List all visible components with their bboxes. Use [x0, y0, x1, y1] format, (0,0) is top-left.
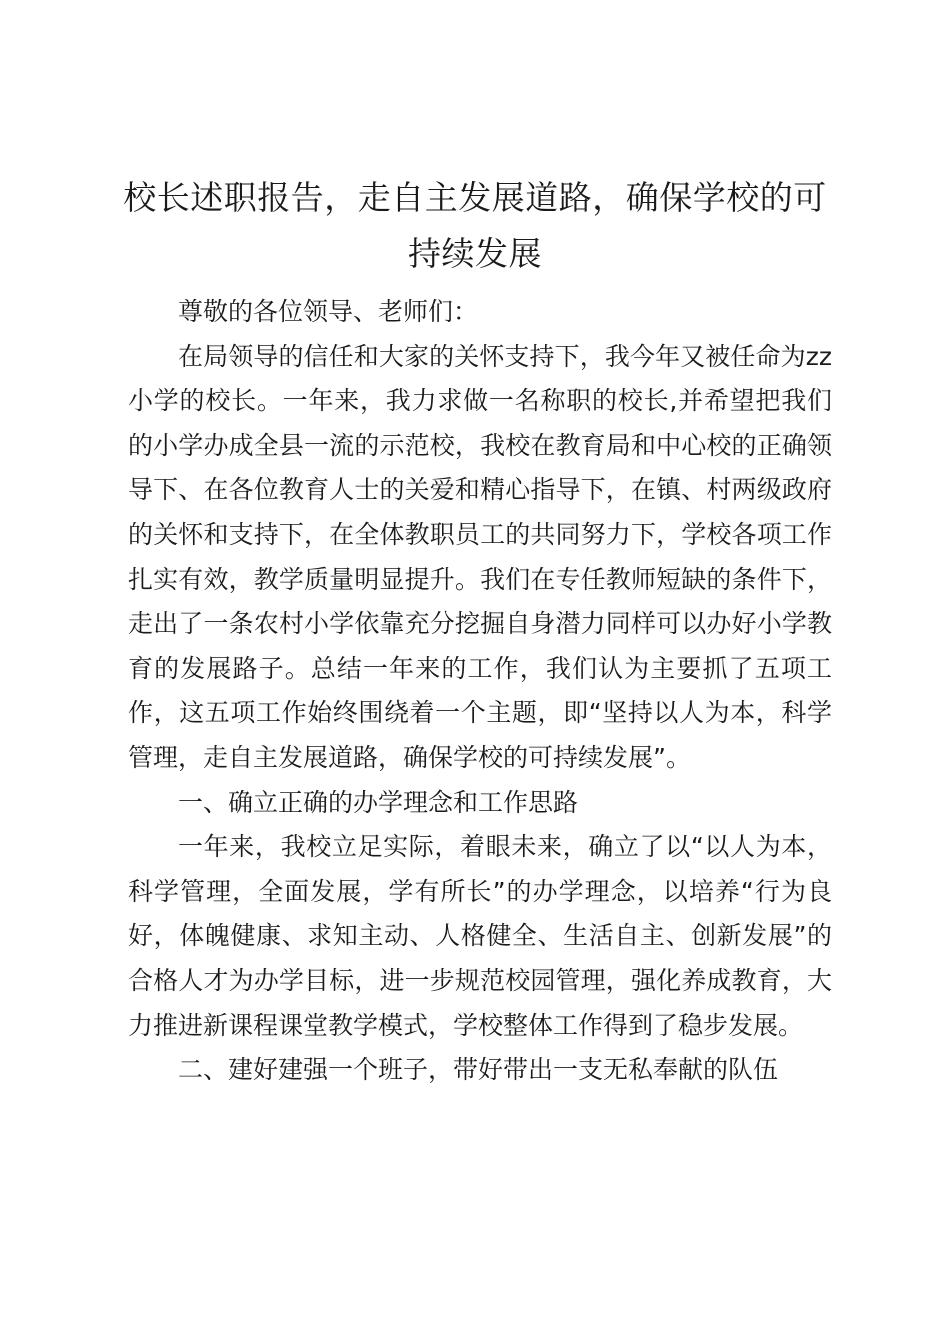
section-heading: 一、确立正确的办学理念和工作思路: [178, 787, 579, 817]
document-title: 校长述职报告，走自主发展道路，确保学校的可持续发展: [123, 178, 827, 273]
paragraph: 一年来，我校立足实际，着眼未来，确立了以“以人为本，科学管理，全面发展，学有所长”的办学理念，以培养“行为良好，体魄健康、求知主动、人格健全、生活自主、创新发展”的合格人才为办学目标，进一步规范校园管理，强化养成教育，大力推进新课程课堂教学模式，学校整体工作得到了稳步发展。: [128, 832, 832, 1040]
section-heading: 二、建好建强一个班子，带好带出一支无私奉献的队伍: [178, 1055, 779, 1085]
document-body: [128, 290, 832, 1093]
paragraph: 在局领导的信任和大家的关怀支持下，我今年又被任命为zz小学的校长。一年来，我力求做一名称职的校长,并希望把我们的小学办成全县一流的示范校，我校在教育局和中心校的正确领导下、在各位教育人士的关爱和精心指导下，在镇、村两级政府的关怀和支持下，在全体教职员工的共同努力下，学校各项工作扎实有效，教学质量明显提升。我们在专任教师短缺的条件下，走出了一条农村小学依靠充分挖掘自身潜力同样可以办好小学教育的发展路子。总结一年来的工作，我们认为主要抓了五项工作，这五项工作始终围绕着一个主题，即“坚持以人为本，科学管理，走自主发展道路，确保学校的可持续发展”。: [128, 341, 832, 772]
salutation: 尊敬的各位领导、老师们：: [178, 297, 479, 326]
